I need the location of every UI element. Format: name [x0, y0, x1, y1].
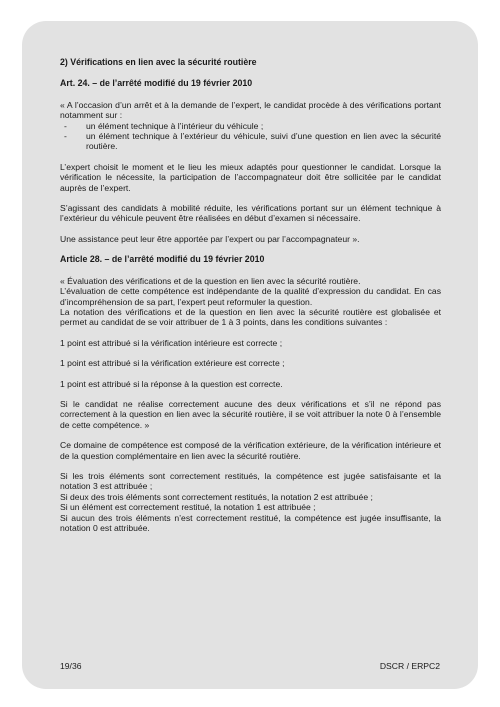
list-item: - un élément technique à l’extérieur du véhicule, suivi d’une question en lien avec la sécurité routière. — [64, 131, 441, 152]
score-rule-2: Si deux des trois éléments sont correctement restitués, la notation 2 est attribuée ; — [60, 491, 373, 502]
page-footer — [60, 661, 440, 671]
art28-line-1: « Évaluation des vérifications et de la question en lien avec la sécurité routière. — [60, 275, 361, 286]
art24-paragraph-3: Une assistance peut leur être apportée par l’expert ou par l’accompagnateur ». — [60, 233, 360, 244]
art28-paragraph-5: Ce domaine de compétence est composé de la vérification extérieure, de la vérification intérieure et de la question complémentaire en lien avec la sécurité routière. — [60, 440, 441, 461]
art24-paragraph-1: L’expert choisit le moment et le lieu les mieux adaptés pour questionner le candidat. Lorsque la vérification le nécessite, la participation de l’accompagnateur doit être sollicitée par le candidat auprès de l’expert. — [60, 161, 441, 193]
page-number: 19/36 — [60, 661, 82, 671]
section-title: 2) Vérifications en lien avec la sécurité routière — [60, 57, 257, 67]
art28-point-2: 1 point est attribué si la vérification extérieure est correcte ; — [60, 358, 285, 369]
art24-paragraph-2: S’agissant des candidats à mobilité réduite, les vérifications portant sur un élément technique à l’extérieur du véhicule peuvent être réalisées en début d’examen si nécessaire. — [60, 203, 441, 224]
document-reference: DSCR / ERPC2 — [379, 661, 440, 671]
art24-list — [60, 121, 441, 152]
document-body — [60, 57, 441, 533]
list-item: - un élément technique à l’intérieur du véhicule ; — [64, 120, 264, 131]
art24-intro: « A l’occasion d’un arrêt et à la demande de l’expert, le candidat procède à des vérifications portant notamment sur : — [60, 99, 441, 121]
art28-point-1: 1 point est attribué si la vérification intérieure est correcte ; — [60, 337, 283, 348]
score-rule-0: Si aucun des trois éléments n’est correctement restitué, la compétence est jugée insuffisante, la notation 0 est attribuée. — [60, 512, 441, 533]
page-panel — [22, 21, 478, 689]
art28-point-3: 1 point est attribué si la réponse à la question est correcte. — [60, 378, 283, 389]
art28-line-3: La notation des vérifications et de la question en lien avec la sécurité routière est globalisée et permet au candidat de se voir attribuer de 1 à 3 points, dans les conditions suivantes : — [60, 306, 441, 328]
art24-heading: Art. 24. – de l’arrêté modifié du 19 février 2010 — [60, 78, 253, 89]
art28-paragraph-4: Si le candidat ne réalise correctement aucune des deux vérifications et s’il ne répond pas correctement à la question en lien avec la sécurité routière, il se voit attribuer la note 0 à l’ensemble de cette compétence. » — [60, 398, 441, 430]
art28-heading: Article 28. – de l’arrêté modifié du 19 février 2010 — [60, 254, 265, 265]
art28-line-2: L’évaluation de cette compétence est indépendante de la qualité d’expression du candidat. En cas d’incompréhension de sa part, l’expert peut reformuler la question. — [60, 286, 441, 307]
score-rule-3: Si les trois éléments sont correctement restitués, la compétence est jugée satisfaisante et la notation 3 est attribuée ; — [60, 470, 441, 492]
score-rule-1: Si un élément est correctement restitué, la notation 1 est attribuée ; — [60, 502, 316, 513]
